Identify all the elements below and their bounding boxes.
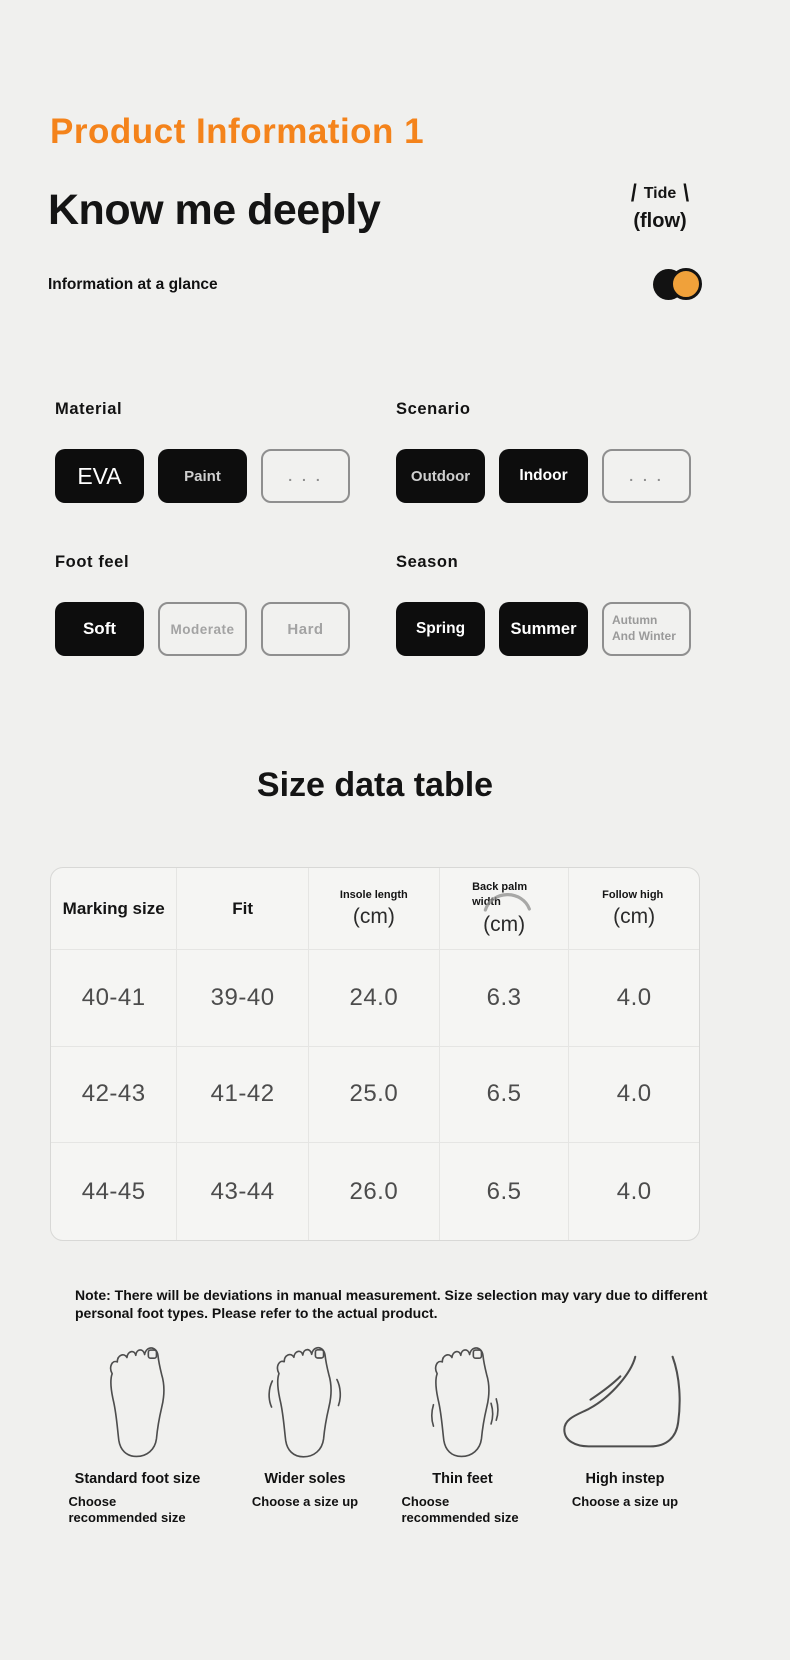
- foot-type-thin: Thin feet Choose recommended size: [385, 1320, 540, 1527]
- tide-line: [612, 182, 708, 206]
- chip-moderate[interactable]: Moderate: [158, 602, 247, 656]
- group-scenario-label: Scenario: [396, 400, 471, 418]
- size-table-header-row: [51, 868, 699, 950]
- foot-wide-icon: [256, 1332, 354, 1462]
- foot-standard-icon: [90, 1332, 186, 1462]
- chip-spring[interactable]: Spring: [396, 602, 485, 656]
- chip-autumn-winter[interactable]: Autumn And Winter: [602, 602, 691, 656]
- group-scenario: [396, 400, 731, 503]
- chip-material-more[interactable]: . . .: [261, 449, 350, 503]
- flow-label: (flow): [633, 210, 687, 232]
- group-material: [55, 400, 390, 503]
- header-follow-high: Follow high (cm): [569, 868, 699, 950]
- group-foot-feel-label: Foot feel: [55, 553, 130, 571]
- size-table-title: Size data table: [256, 766, 494, 804]
- chip-summer[interactable]: Summer: [499, 602, 588, 656]
- measurement-note: Note: There will be deviations in manual measurement. Size selection may vary due to different personal foot types. Please refer to the actual product.: [75, 1287, 708, 1322]
- tide-label: Tide: [643, 185, 677, 202]
- chip-outdoor[interactable]: Outdoor: [396, 449, 485, 503]
- chip-indoor[interactable]: Indoor: [499, 449, 588, 503]
- tide-flow-badge: [612, 182, 708, 233]
- page-title: Know me deeply: [48, 186, 381, 234]
- foot-type-high-instep: High instep Choose a size up: [540, 1320, 710, 1527]
- chip-scenario-more[interactable]: . . .: [602, 449, 691, 503]
- group-season: [396, 553, 731, 656]
- header-marking-size: Marking size: [51, 868, 177, 950]
- group-foot-feel: [55, 553, 390, 656]
- foot-thin-icon: [415, 1332, 511, 1462]
- header-back-palm-width: Back palm width (cm): [440, 868, 570, 950]
- size-table: [50, 867, 700, 1241]
- chip-soft[interactable]: Soft: [55, 602, 144, 656]
- header-insole-length: Insole length (cm): [309, 868, 440, 950]
- chip-eva[interactable]: EVA: [55, 449, 144, 503]
- group-season-label: Season: [396, 553, 459, 571]
- close-slash-decoration: \: [683, 180, 690, 207]
- orange-circle-icon: [670, 268, 702, 300]
- foot-type-wider: Wider soles Choose a size up: [225, 1320, 385, 1527]
- chip-paint[interactable]: Paint: [158, 449, 247, 503]
- glance-label: Information at a glance: [48, 276, 218, 293]
- size-table-row: 44-45 43-44 26.0 6.5 4.0: [51, 1143, 699, 1240]
- chip-hard[interactable]: Hard: [261, 602, 350, 656]
- open-slash-decoration: /: [630, 180, 637, 207]
- group-material-label: Material: [55, 400, 123, 418]
- page-kicker: Product Information 1: [50, 112, 425, 151]
- foot-instep-icon: [555, 1351, 695, 1454]
- foot-type-guide: [50, 1320, 710, 1527]
- size-table-row: 42-43 41-42 25.0 6.5 4.0: [51, 1047, 699, 1144]
- foot-type-standard: Standard foot size Choose recommended size: [50, 1320, 225, 1527]
- overlapping-circles-icon[interactable]: [653, 268, 703, 301]
- header-fit: Fit: [177, 868, 309, 950]
- size-table-row: 40-41 39-40 24.0 6.3 4.0: [51, 950, 699, 1047]
